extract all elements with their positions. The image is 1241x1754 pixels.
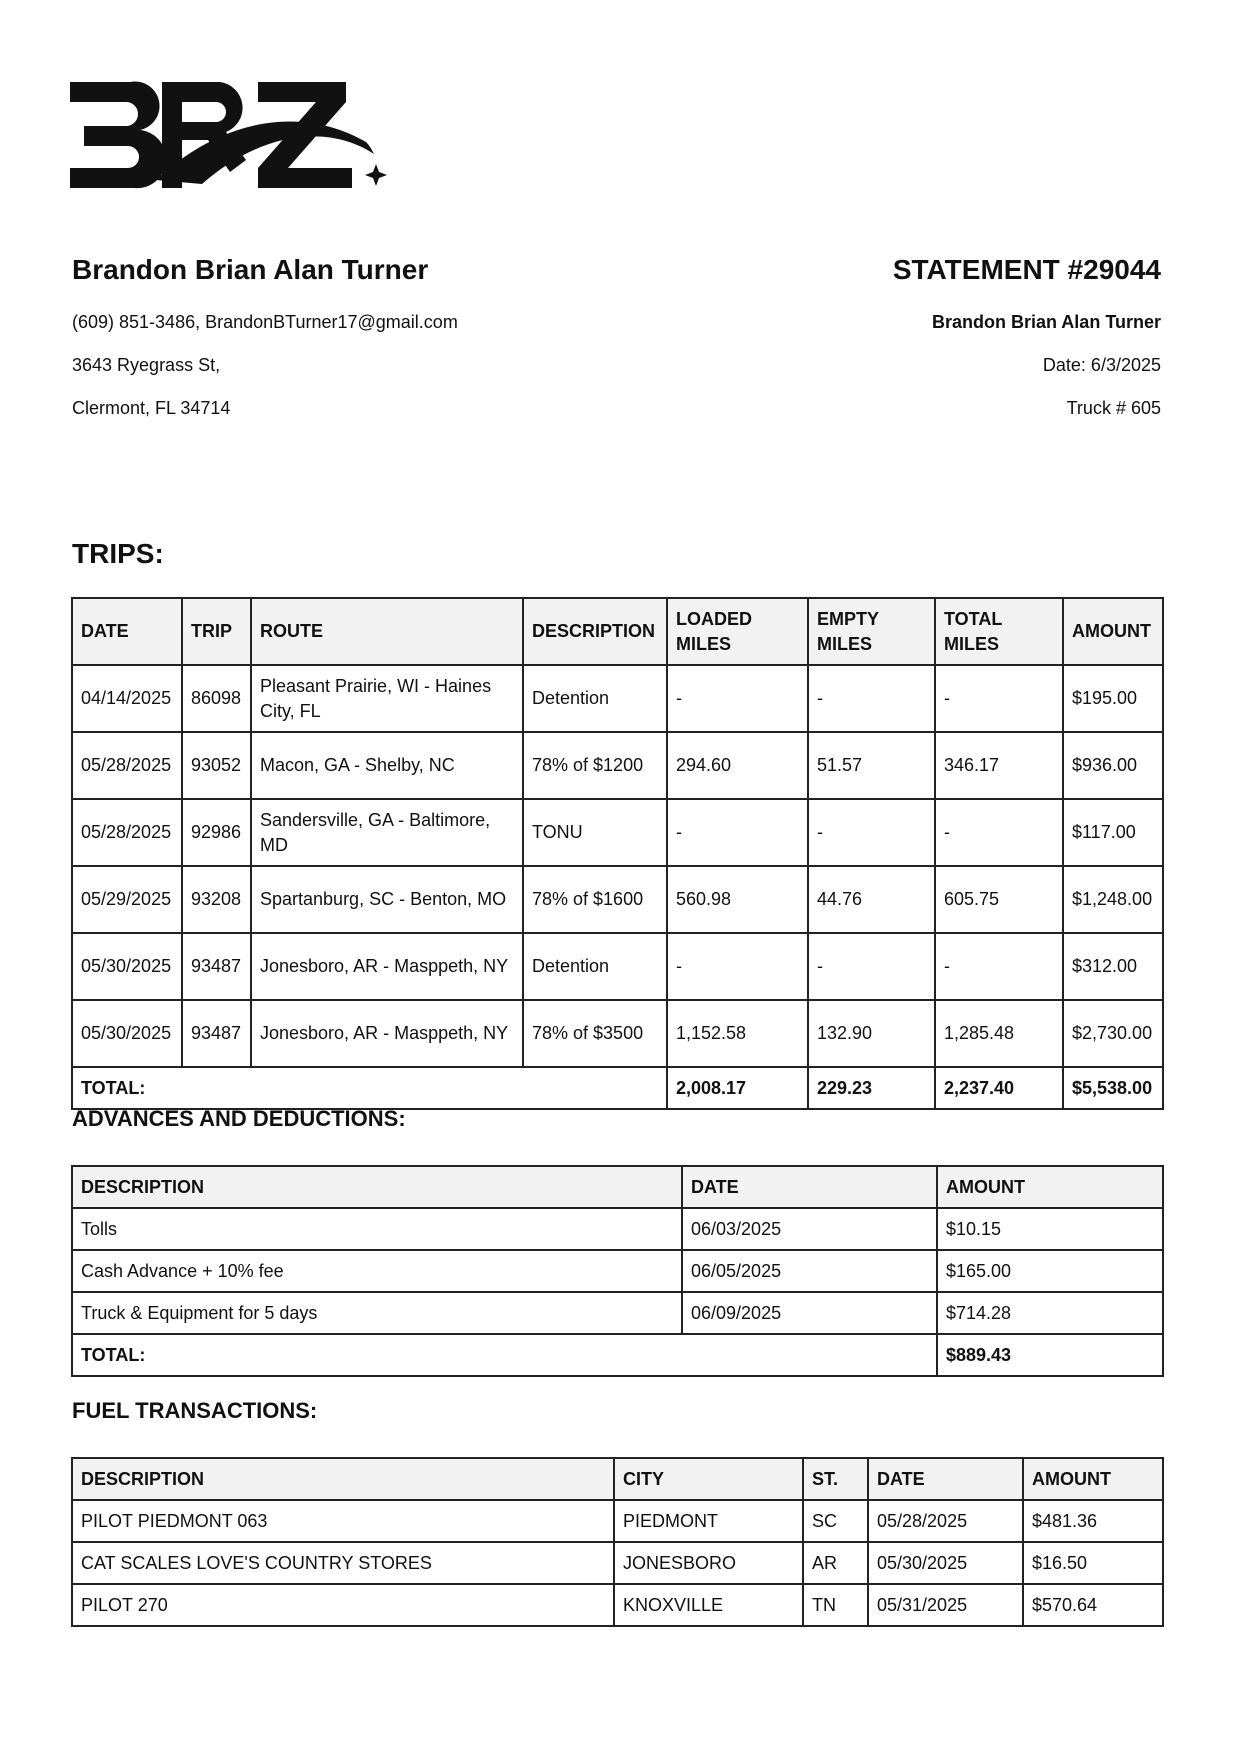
advance-cell-description: Tolls bbox=[72, 1208, 682, 1250]
fuel-header-row bbox=[72, 1458, 1163, 1500]
trips-col-total-miles: TOTAL MILES bbox=[935, 598, 1063, 665]
statement-name: Brandon Brian Alan Turner bbox=[931, 312, 1161, 332]
trip-cell-total-miles: - bbox=[935, 933, 1063, 1000]
advance-cell-description: Cash Advance + 10% fee bbox=[72, 1250, 682, 1292]
trips-total-row bbox=[72, 1067, 1163, 1109]
advances-col-date: DATE bbox=[682, 1166, 937, 1208]
fuel-transactions-table bbox=[71, 1457, 1164, 1627]
trip-cell-amount: $1,248.00 bbox=[1063, 866, 1163, 933]
trip-cell-description: 78% of $1600 bbox=[523, 866, 667, 933]
fuel-cell-date: 05/28/2025 bbox=[868, 1500, 1023, 1542]
trip-cell-description: TONU bbox=[523, 799, 667, 866]
trip-cell-loaded-miles: 560.98 bbox=[667, 866, 808, 933]
trips-col-description: DESCRIPTION bbox=[523, 598, 667, 665]
trip-cell-empty-miles: 51.57 bbox=[808, 732, 935, 799]
trip-cell-empty-miles: 44.76 bbox=[808, 866, 935, 933]
trips-total-miles: 2,237.40 bbox=[935, 1067, 1063, 1109]
trip-row bbox=[72, 732, 1163, 799]
trips-section-title: TRIPS: bbox=[72, 538, 164, 569]
advances-col-amount: AMOUNT bbox=[937, 1166, 1163, 1208]
fuel-cell-state: AR bbox=[803, 1542, 868, 1584]
fuel-cell-state: TN bbox=[803, 1584, 868, 1626]
trip-cell-route: Sandersville, GA - Baltimore, MD bbox=[251, 799, 523, 866]
trip-cell-date: 05/30/2025 bbox=[72, 1000, 182, 1067]
trip-cell-trip: 93052 bbox=[182, 732, 251, 799]
trip-cell-trip: 93487 bbox=[182, 933, 251, 1000]
fuel-cell-amount: $481.36 bbox=[1023, 1500, 1163, 1542]
trip-cell-loaded-miles: - bbox=[667, 665, 808, 732]
fuel-cell-description: PILOT 270 bbox=[72, 1584, 614, 1626]
advance-cell-date: 06/03/2025 bbox=[682, 1208, 937, 1250]
contact-line: (609) 851-3486, BrandonBTurner17@gmail.com bbox=[72, 312, 458, 332]
trip-cell-trip: 93487 bbox=[182, 1000, 251, 1067]
trips-col-amount: AMOUNT bbox=[1063, 598, 1163, 665]
statement-date: Date: 6/3/2025 bbox=[1042, 355, 1161, 375]
trip-cell-loaded-miles: 1,152.58 bbox=[667, 1000, 808, 1067]
trip-cell-date: 05/29/2025 bbox=[72, 866, 182, 933]
trip-cell-route: Jonesboro, AR - Masppeth, NY bbox=[251, 1000, 523, 1067]
statement-title: STATEMENT #29044 bbox=[892, 254, 1161, 285]
advance-cell-date: 06/05/2025 bbox=[682, 1250, 937, 1292]
trip-cell-route: Jonesboro, AR - Masppeth, NY bbox=[251, 933, 523, 1000]
trip-cell-route: Spartanburg, SC - Benton, MO bbox=[251, 866, 523, 933]
fuel-cell-state: SC bbox=[803, 1500, 868, 1542]
trip-row bbox=[72, 933, 1163, 1000]
trip-cell-amount: $2,730.00 bbox=[1063, 1000, 1163, 1067]
brz-logo bbox=[70, 80, 390, 192]
trips-total-empty: 229.23 bbox=[808, 1067, 935, 1109]
trip-cell-description: 78% of $1200 bbox=[523, 732, 667, 799]
fuel-cell-city: KNOXVILLE bbox=[614, 1584, 803, 1626]
fuel-cell-date: 05/31/2025 bbox=[868, 1584, 1023, 1626]
trip-cell-trip: 92986 bbox=[182, 799, 251, 866]
fuel-cell-city: JONESBORO bbox=[614, 1542, 803, 1584]
trip-row bbox=[72, 866, 1163, 933]
trip-cell-loaded-miles: - bbox=[667, 933, 808, 1000]
trip-row bbox=[72, 665, 1163, 732]
trip-row bbox=[72, 799, 1163, 866]
address-line-1: 3643 Ryegrass St, bbox=[72, 355, 221, 375]
trip-cell-empty-miles: 132.90 bbox=[808, 1000, 935, 1067]
fuel-row bbox=[72, 1584, 1163, 1626]
advance-cell-amount: $10.15 bbox=[937, 1208, 1163, 1250]
trips-col-trip: TRIP bbox=[182, 598, 251, 665]
trips-col-loaded-miles: LOADED MILES bbox=[667, 598, 808, 665]
trip-cell-empty-miles: - bbox=[808, 933, 935, 1000]
fuel-cell-amount: $570.64 bbox=[1023, 1584, 1163, 1626]
trip-cell-description: Detention bbox=[523, 665, 667, 732]
trips-total-amount: $5,538.00 bbox=[1063, 1067, 1163, 1109]
trip-cell-amount: $936.00 bbox=[1063, 732, 1163, 799]
address-line-2: Clermont, FL 34714 bbox=[72, 398, 231, 418]
trips-total-loaded: 2,008.17 bbox=[667, 1067, 808, 1109]
advances-total-amount: $889.43 bbox=[937, 1334, 1163, 1376]
advance-cell-date: 06/09/2025 bbox=[682, 1292, 937, 1334]
trip-cell-total-miles: 346.17 bbox=[935, 732, 1063, 799]
advance-row bbox=[72, 1250, 1163, 1292]
driver-name: Brandon Brian Alan Turner bbox=[72, 254, 429, 285]
trips-header-row bbox=[72, 598, 1163, 665]
trip-cell-amount: $195.00 bbox=[1063, 665, 1163, 732]
trip-cell-total-miles: - bbox=[935, 799, 1063, 866]
trip-cell-route: Macon, GA - Shelby, NC bbox=[251, 732, 523, 799]
advance-cell-amount: $165.00 bbox=[937, 1250, 1163, 1292]
fuel-row bbox=[72, 1542, 1163, 1584]
trip-cell-date: 05/28/2025 bbox=[72, 732, 182, 799]
fuel-col-state: ST. bbox=[803, 1458, 868, 1500]
advances-total-label: TOTAL: bbox=[72, 1334, 937, 1376]
advance-row bbox=[72, 1292, 1163, 1334]
trip-row bbox=[72, 1000, 1163, 1067]
fuel-col-date: DATE bbox=[868, 1458, 1023, 1500]
trips-total-label: TOTAL: bbox=[72, 1067, 667, 1109]
fuel-col-amount: AMOUNT bbox=[1023, 1458, 1163, 1500]
advance-cell-description: Truck & Equipment for 5 days bbox=[72, 1292, 682, 1334]
trips-col-date: DATE bbox=[72, 598, 182, 665]
fuel-cell-date: 05/30/2025 bbox=[868, 1542, 1023, 1584]
trip-cell-empty-miles: - bbox=[808, 665, 935, 732]
fuel-section-title: FUEL TRANSACTIONS: bbox=[72, 1398, 318, 1423]
trip-cell-amount: $312.00 bbox=[1063, 933, 1163, 1000]
advances-total-row bbox=[72, 1334, 1163, 1376]
trip-cell-total-miles: 1,285.48 bbox=[935, 1000, 1063, 1067]
trip-cell-trip: 93208 bbox=[182, 866, 251, 933]
fuel-col-description: DESCRIPTION bbox=[72, 1458, 614, 1500]
trip-cell-description: 78% of $3500 bbox=[523, 1000, 667, 1067]
trip-cell-date: 05/28/2025 bbox=[72, 799, 182, 866]
trip-cell-loaded-miles: - bbox=[667, 799, 808, 866]
trip-cell-trip: 86098 bbox=[182, 665, 251, 732]
trips-table bbox=[71, 597, 1164, 1110]
advances-header-row bbox=[72, 1166, 1163, 1208]
trip-cell-date: 04/14/2025 bbox=[72, 665, 182, 732]
advances-section-title: ADVANCES AND DEDUCTIONS: bbox=[72, 1106, 406, 1131]
trip-cell-description: Detention bbox=[523, 933, 667, 1000]
fuel-cell-description: PILOT PIEDMONT 063 bbox=[72, 1500, 614, 1542]
advance-cell-amount: $714.28 bbox=[937, 1292, 1163, 1334]
truck-number: Truck # 605 bbox=[1066, 398, 1161, 418]
trip-cell-amount: $117.00 bbox=[1063, 799, 1163, 866]
fuel-cell-description: CAT SCALES LOVE'S COUNTRY STORES bbox=[72, 1542, 614, 1584]
trip-cell-total-miles: - bbox=[935, 665, 1063, 732]
trips-col-route: ROUTE bbox=[251, 598, 523, 665]
trip-cell-date: 05/30/2025 bbox=[72, 933, 182, 1000]
fuel-row bbox=[72, 1500, 1163, 1542]
trip-cell-loaded-miles: 294.60 bbox=[667, 732, 808, 799]
fuel-col-city: CITY bbox=[614, 1458, 803, 1500]
advances-table bbox=[71, 1165, 1164, 1377]
trips-col-empty-miles: EMPTY MILES bbox=[808, 598, 935, 665]
advances-col-description: DESCRIPTION bbox=[72, 1166, 682, 1208]
fuel-cell-amount: $16.50 bbox=[1023, 1542, 1163, 1584]
trip-cell-empty-miles: - bbox=[808, 799, 935, 866]
fuel-cell-city: PIEDMONT bbox=[614, 1500, 803, 1542]
trip-cell-route: Pleasant Prairie, WI - Haines City, FL bbox=[251, 665, 523, 732]
trip-cell-total-miles: 605.75 bbox=[935, 866, 1063, 933]
advance-row bbox=[72, 1208, 1163, 1250]
